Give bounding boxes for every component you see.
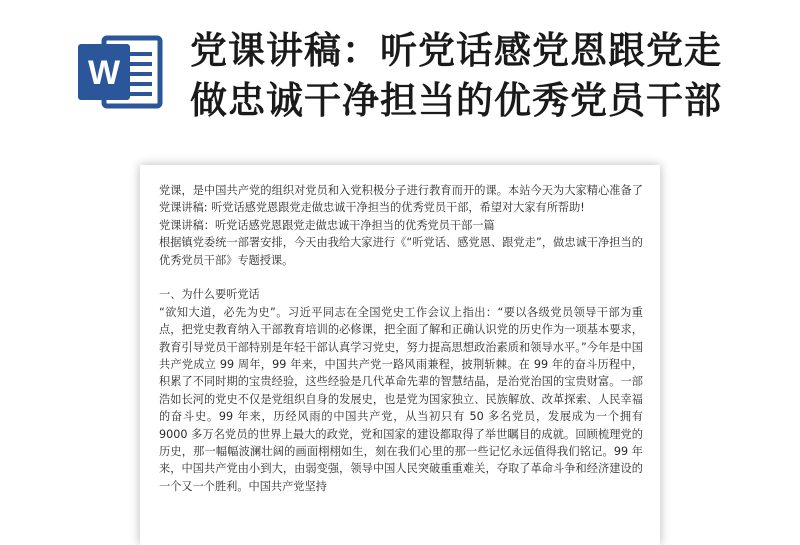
word-icon-letter: W [87,54,121,92]
intro-paragraph: 党课，是中国共产党的组织对党员和入党积极分子进行教育而开的课。本站今天为大家精心准备了党课讲稿: 听党话感党恩跟党走做忠诚干净担当的优秀党员干部，希望对大家有所帮助! [159,184,643,215]
arrangement-paragraph: 根据镇党委统一部署安排，今天由我给大家进行《“听党话、感党恩、跟党走”，做忠诚干净担当的优秀党员干部》专题授课。 [159,236,643,267]
paragraph-gap [159,269,643,286]
section-1-title: 一、为什么要听党话 [159,288,260,302]
document-heading: 党课讲稿：听党话感党恩跟党走做忠诚干净担当的优秀党员干部一篇 [159,218,495,232]
header-banner [0,0,800,150]
word-document-icon [74,34,166,110]
document-body [159,182,643,495]
title-line-2: 做忠诚干净担当的优秀党员干部 [190,79,722,122]
section-1-body: “欲知大道，必先为史”。习近平同志在全国党史工作会议上指出：“要以各级党员领导干部为重点，把党史教育纳入干部教育培训的必修课，把全面了解和正确认识党的历史作为一项基本要求，教育引导党员干部特别是年轻干部认真学习党史，努力提高思想政治素质和领导水平。”今年是中国共产党成立 99 周年，99 年来，中国共产党一路风雨兼程，披荆斩棘。在 99 年的奋斗历程中，积累了不同时期的宝贵经验，这些经验是几代革命先辈的智慧结晶，是治党治国的宝贵财富。一部浩如长河的党史不仅是党组织自身的发展史，也是党为国家独立、民族解放、改革探索、人民幸福的奋斗史。99 年来，历经风雨的中国共产党，从当初只有 50 多名党员，发展成为一个拥有 9000 多万名党员的世界上最大的政党，党和国家的建设都取得了举世瞩目的成就。回顾梳理党的历史，那一幅幅波澜壮阔的画面栩栩如生，刻在我们心里的那一些记忆永远值得我们铭记。99 年来，中国共产党由小到大，由弱变强，领导中国人民突破重重难关，夺取了革命斗争和经济建设的一个又一个胜利。中国共产党坚持 [159,305,643,493]
page-title [190,26,780,126]
document-page-preview [140,165,660,545]
title-line-1: 党课讲稿：听党话感党恩跟党走 [190,29,722,72]
